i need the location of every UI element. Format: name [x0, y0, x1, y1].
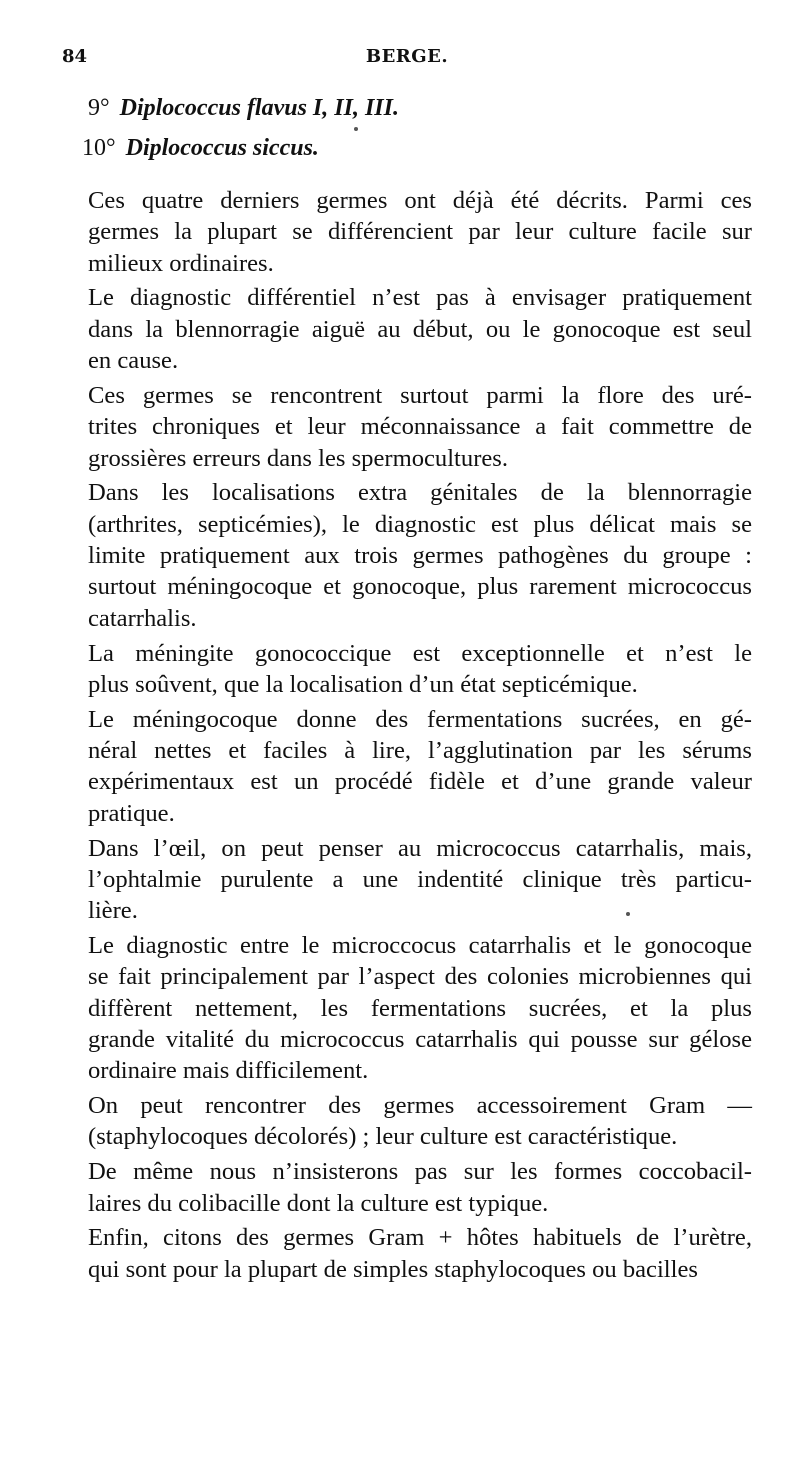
text-line: Dans l’œil, on peut penser au micrococcus catarrhalis, mais, — [88, 834, 752, 862]
text-line: limite pratiquement aux trois germes pathogènes du groupe : — [88, 542, 752, 570]
page-header — [62, 46, 752, 76]
paragraph — [62, 1090, 752, 1153]
text-line: l’ophtalmie purulente a une indentité clinique très particu- — [88, 865, 752, 893]
list-item-number: 9° — [88, 95, 110, 121]
text-line: Le diagnostic entre le microccocus catarrhalis et le gonocoque — [88, 931, 752, 959]
text-line: Enfin, citons des germes Gram + hôtes habituels de l’urètre, — [88, 1224, 752, 1252]
text-line: néral nettes et faciles à lire, l’agglutination par les sérums — [88, 737, 752, 765]
list-item-name: Diplococcus flavus I, II, III. — [119, 95, 399, 121]
text-line: Ces germes se rencontrent surtout parmi la flore des uré- — [88, 381, 752, 409]
text-line: plus soûvent, que la localisation d’un état septicémique. — [88, 670, 638, 698]
text-line: en cause. — [88, 347, 179, 375]
text-line: Le diagnostic différentiel n’est pas à envisager pratiquement — [88, 284, 752, 312]
text-line: se fait principalement par l’aspect des colonies microbiennes qui — [88, 963, 752, 991]
list-item-number: 10° — [82, 135, 116, 161]
text-line: lière. — [88, 897, 138, 925]
text-line: dans la blennorragie aiguë au début, ou le gonocoque est seul — [88, 315, 752, 343]
paragraph — [62, 477, 752, 633]
text-line: qui sont pour la plupart de simples staphylocoques ou bacilles — [88, 1255, 698, 1283]
page-number: 84 — [62, 46, 88, 67]
text-line: grossières erreurs dans les spermocultures. — [88, 444, 509, 472]
running-head: BERGE. — [365, 46, 449, 67]
text-line: Dans les localisations extra génitales de la blennorragie — [88, 479, 752, 507]
germ-list — [62, 88, 752, 168]
text-line: ordinaire mais difficilement. — [88, 1057, 369, 1085]
paragraph — [62, 1156, 752, 1219]
list-item — [62, 128, 752, 168]
body-text — [62, 185, 752, 1289]
paragraph — [62, 380, 752, 474]
text-line: (arthrites, septicémies), le diagnostic est plus délicat mais se — [88, 510, 752, 538]
text-line: diffèrent nettement, les fermentations sucrées, et la plus — [88, 994, 752, 1022]
text-line: Ces quatre derniers germes ont déjà été décrits. Parmi ces — [88, 187, 752, 214]
text-line: La méningite gonococcique est exceptionnelle et n’est le — [88, 639, 752, 667]
text-line: germes la plupart se différencient par leur culture facile sur — [88, 218, 752, 246]
list-item-name: Diplococcus siccus. — [125, 135, 319, 161]
text-line: (staphylocoques décolorés) ; leur culture est caractéristique. — [88, 1123, 678, 1151]
paragraph — [62, 930, 752, 1086]
list-item — [62, 88, 752, 128]
text-line: catarrhalis. — [88, 604, 197, 632]
text-line: pratique. — [88, 799, 175, 827]
text-line: milieux ordinaires. — [88, 249, 274, 277]
paragraph — [62, 638, 752, 701]
text-line: laires du colibacille dont la culture est typique. — [88, 1189, 549, 1217]
ink-speck — [626, 912, 630, 916]
text-line: On peut rencontrer des germes accessoirement Gram — — [88, 1092, 752, 1120]
ink-speck — [354, 127, 358, 131]
text-line: grande vitalité du micrococcus catarrhalis qui pousse sur gélose — [88, 1025, 752, 1053]
text-line: Le méningocoque donne des fermentations sucrées, en gé- — [88, 705, 752, 733]
text-line: trites chroniques et leur méconnaissance a fait commettre de — [88, 413, 752, 441]
paragraph — [62, 833, 752, 927]
paragraph — [62, 282, 752, 376]
text-line: expérimentaux est un procédé fidèle et d’une grande valeur — [88, 768, 752, 796]
paragraph — [62, 704, 752, 829]
text-line: De même nous n’insisterons pas sur les formes coccobacil- — [88, 1158, 752, 1186]
paragraph — [62, 185, 752, 279]
text-line: surtout méningocoque et gonocoque, plus rarement micrococcus — [88, 573, 752, 601]
paragraph — [62, 1222, 752, 1285]
